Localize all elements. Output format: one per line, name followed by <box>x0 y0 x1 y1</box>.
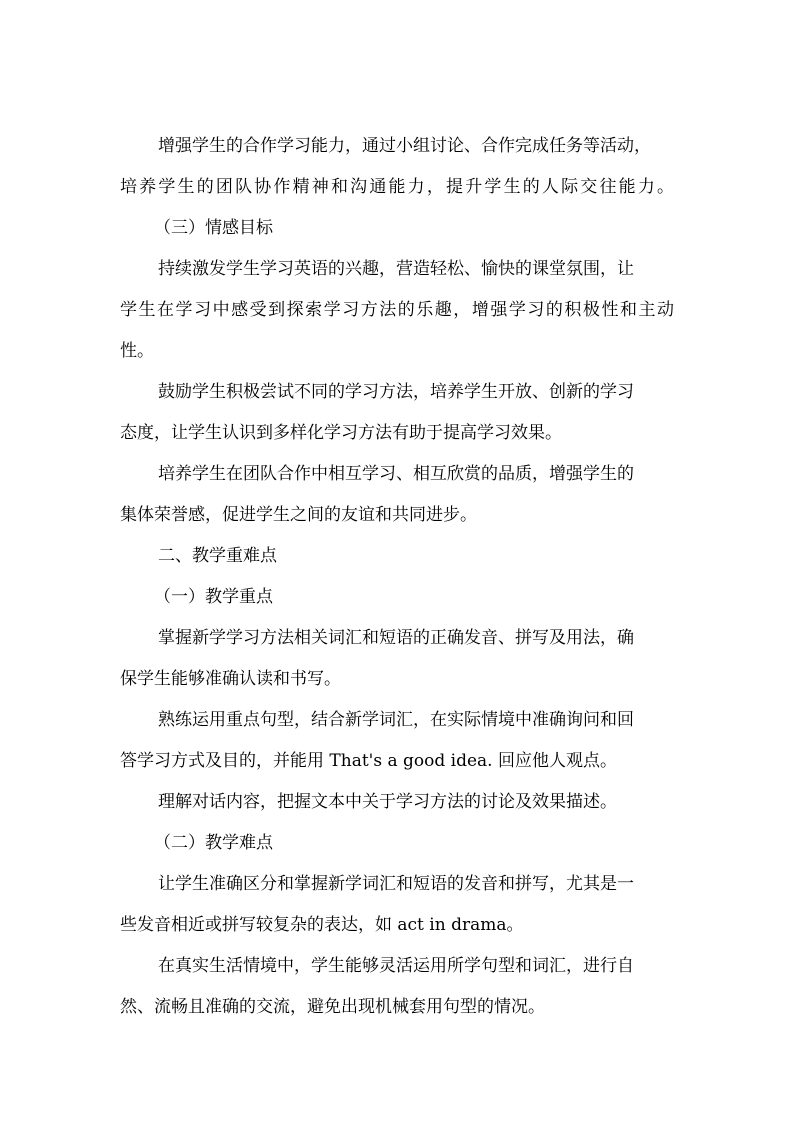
subsection-heading: （一）教学重点 <box>154 587 273 607</box>
paragraph-line: 掌握新学学习方法相关词汇和短语的正确发音、拼写及用法，确 <box>158 628 634 648</box>
paragraph-line: 态度，让学生认识到多样化学习方法有助于提高学习效果。 <box>120 423 562 443</box>
paragraph-line: 学生在学习中感受到探索学习方法的乐趣，增强学习的积极性和主动 <box>120 300 674 320</box>
paragraph-line: 熟练运用重点句型，结合新学词汇，在实际情境中准确询问和回 <box>158 710 634 730</box>
paragraph-line: 让学生准确区分和掌握新学词汇和短语的发音和拼写，尤其是一 <box>158 874 634 894</box>
paragraph-line: 然、流畅且准确的交流，避免出现机械套用句型的情况。 <box>120 997 545 1017</box>
paragraph-line: 持续激发学生学习英语的兴趣，营造轻松、愉快的课堂氛围，让 <box>158 259 634 279</box>
subsection-heading: （二）教学难点 <box>154 833 273 853</box>
paragraph-line: 性。 <box>120 341 154 361</box>
paragraph-line: 集体荣誉感，促进学生之间的友谊和共同进步。 <box>120 505 477 525</box>
paragraph-line: 培养学生的团队协作精神和沟通能力，提升学生的人际交往能力。 <box>120 177 674 197</box>
paragraph-line: 培养学生在团队合作中相互学习、相互欣赏的品质，增强学生的 <box>158 464 634 484</box>
section-heading: 二、教学重难点 <box>158 546 277 566</box>
paragraph-line: 理解对话内容，把握文本中关于学习方法的讨论及效果描述。 <box>158 792 617 812</box>
paragraph-line: 答学习方式及目的，并能用 That's a good idea. 回应他人观点。 <box>120 751 617 771</box>
paragraph-line: 保学生能够准确认读和书写。 <box>120 669 341 689</box>
paragraph-line: 增强学生的合作学习能力，通过小组讨论、合作完成任务等活动， <box>158 136 651 156</box>
paragraph-line: 些发音相近或拼写较复杂的表达，如 act in drama。 <box>120 915 524 935</box>
paragraph-line: 在真实生活情境中，学生能够灵活运用所学句型和词汇，进行自 <box>158 956 634 976</box>
paragraph-line: 鼓励学生积极尝试不同的学习方法，培养学生开放、创新的学习 <box>158 382 634 402</box>
section-heading: （三）情感目标 <box>154 218 273 238</box>
